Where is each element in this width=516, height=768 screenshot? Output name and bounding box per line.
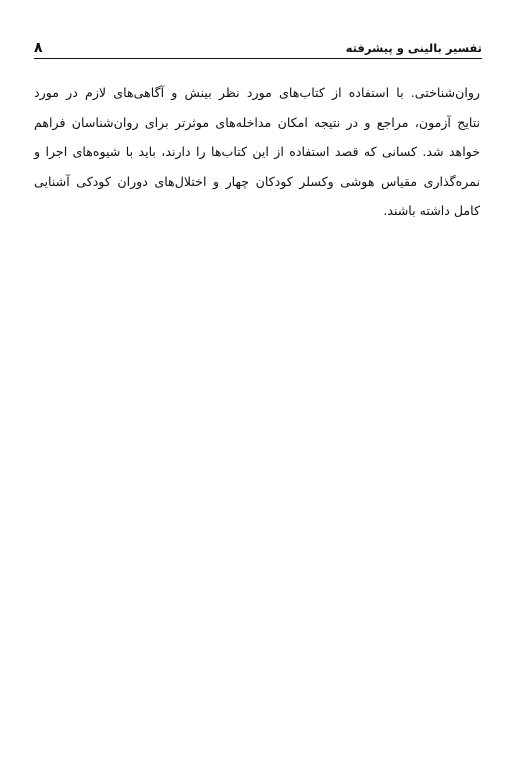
paragraph-line: روان‌شناختی. با استفاده از کتاب‌های مورد نظر بینش و آگاهی‌های لازم در مورد bbox=[34, 85, 480, 100]
page-number: ۸ bbox=[34, 40, 43, 56]
running-header-title: تفسیر بالینی و پیشرفته bbox=[345, 41, 482, 55]
body-paragraph bbox=[34, 78, 480, 226]
paragraph-line: خواهد شد. کسانی که قصد استفاده از این کتاب‌ها را دارند، باید با شیوه‌های اجرا و bbox=[34, 144, 480, 160]
running-header bbox=[34, 34, 482, 56]
paragraph-line: نتایج آزمون، مراجع و در نتیجه امکان مداخله‌های موثرتر برای روان‌شناسان فراهم bbox=[34, 114, 480, 130]
paragraph-line: نمره‌گذاری مقیاس هوشی وکسلر کودکان چهار و اختلال‌های دوران کودکی آشنایی bbox=[34, 173, 480, 189]
header-divider bbox=[34, 58, 482, 59]
paragraph-line: کامل داشته باشند. bbox=[383, 203, 480, 219]
